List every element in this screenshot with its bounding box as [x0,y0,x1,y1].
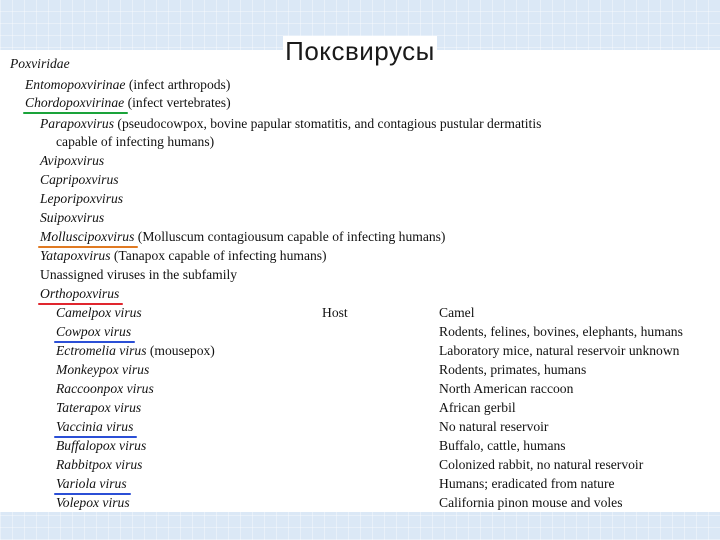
yatapoxvirus-name: Yatapoxvirus [40,248,111,263]
genus-molluscipoxvirus [40,228,445,246]
entomopoxvirinae-name: Entomopoxvirinae [25,77,126,92]
table-row [56,475,716,493]
table-row [56,399,716,417]
host-value: Buffalo, cattle, humans [439,438,566,453]
family-poxviridae: Poxviridae [10,56,70,71]
slide-title: Поксвирусы [285,36,435,66]
subfamily-entomopoxvirinae [25,76,230,94]
host-value: Camel [439,305,475,320]
molluscipoxvirus-name: Molluscipoxvirus [40,229,135,244]
genus-leporipoxvirus: Leporipoxvirus [40,191,124,206]
host-value: Rodents, primates, humans [439,362,587,377]
genus-parapoxvirus [40,115,541,133]
table-row [56,323,716,341]
orthopoxvirus-name: Orthopoxvirus [40,286,120,301]
parapoxvirus-note: (pseudocowpox, bovine papular stomatitis, and contagious pustular dermatitis [114,116,542,131]
table-row [56,418,716,436]
genus-capripoxvirus: Capripoxvirus [40,172,119,187]
table-row [56,437,716,455]
virus-name: Monkeypox virus [56,362,150,377]
table-row [56,342,716,360]
virus-name: Variola virus [56,476,127,491]
table-row [56,456,716,474]
virus-name: Rabbitpox virus [56,457,143,472]
yatapoxvirus-note: (Tanapox capable of infecting humans) [110,248,327,263]
host-value: Colonized rabbit, no natural reservoir [439,457,644,472]
parapoxvirus-name: Parapoxvirus [40,116,115,131]
virus-name: Buffalopox virus [56,438,147,453]
host-value: North American raccoon [439,381,574,396]
virus-name: Taterapox virus [56,400,142,415]
parapoxvirus-note-continued: capable of infecting humans) [56,134,215,149]
virus-name: Cowpox virus [56,324,132,339]
host-value: African gerbil [439,400,516,415]
table-row [56,380,716,398]
genus-avipoxvirus: Avipoxvirus [40,153,105,168]
host-value: Laboratory mice, natural reservoir unknown [439,343,680,358]
table-row [56,494,716,512]
virus-name: Ectromelia virus [56,343,147,358]
host-value: California pinon mouse and voles [439,495,623,510]
table-row [56,304,716,322]
chordopoxvirinae-name: Chordopoxvirinae [25,95,125,110]
host-value: Rodents, felines, bovines, elephants, humans [439,324,683,339]
table-row [56,361,716,379]
genus-orthopoxvirus [40,285,119,303]
subfamily-chordopoxvirinae [25,94,231,112]
chordopoxvirinae-note: (infect vertebrates) [124,95,231,110]
virus-name: Vaccinia virus [56,419,134,434]
genus-yatapoxvirus [40,247,327,265]
virus-name: Camelpox virus [56,305,142,320]
host-column-header: Host [322,305,348,320]
entomopoxvirinae-note: (infect arthropods) [125,77,231,92]
virus-extra: (mousepox) [146,343,215,358]
virus-name: Raccoonpox virus [56,381,154,396]
unassigned-viruses: Unassigned viruses in the subfamily [40,267,238,282]
host-value: No natural reservoir [439,419,549,434]
host-value: Humans; eradicated from nature [439,476,615,491]
molluscipoxvirus-note: (Molluscum contagiousum capable of infecting humans) [134,229,446,244]
virus-name: Volepox virus [56,495,130,510]
genus-suipoxvirus: Suipoxvirus [40,210,105,225]
